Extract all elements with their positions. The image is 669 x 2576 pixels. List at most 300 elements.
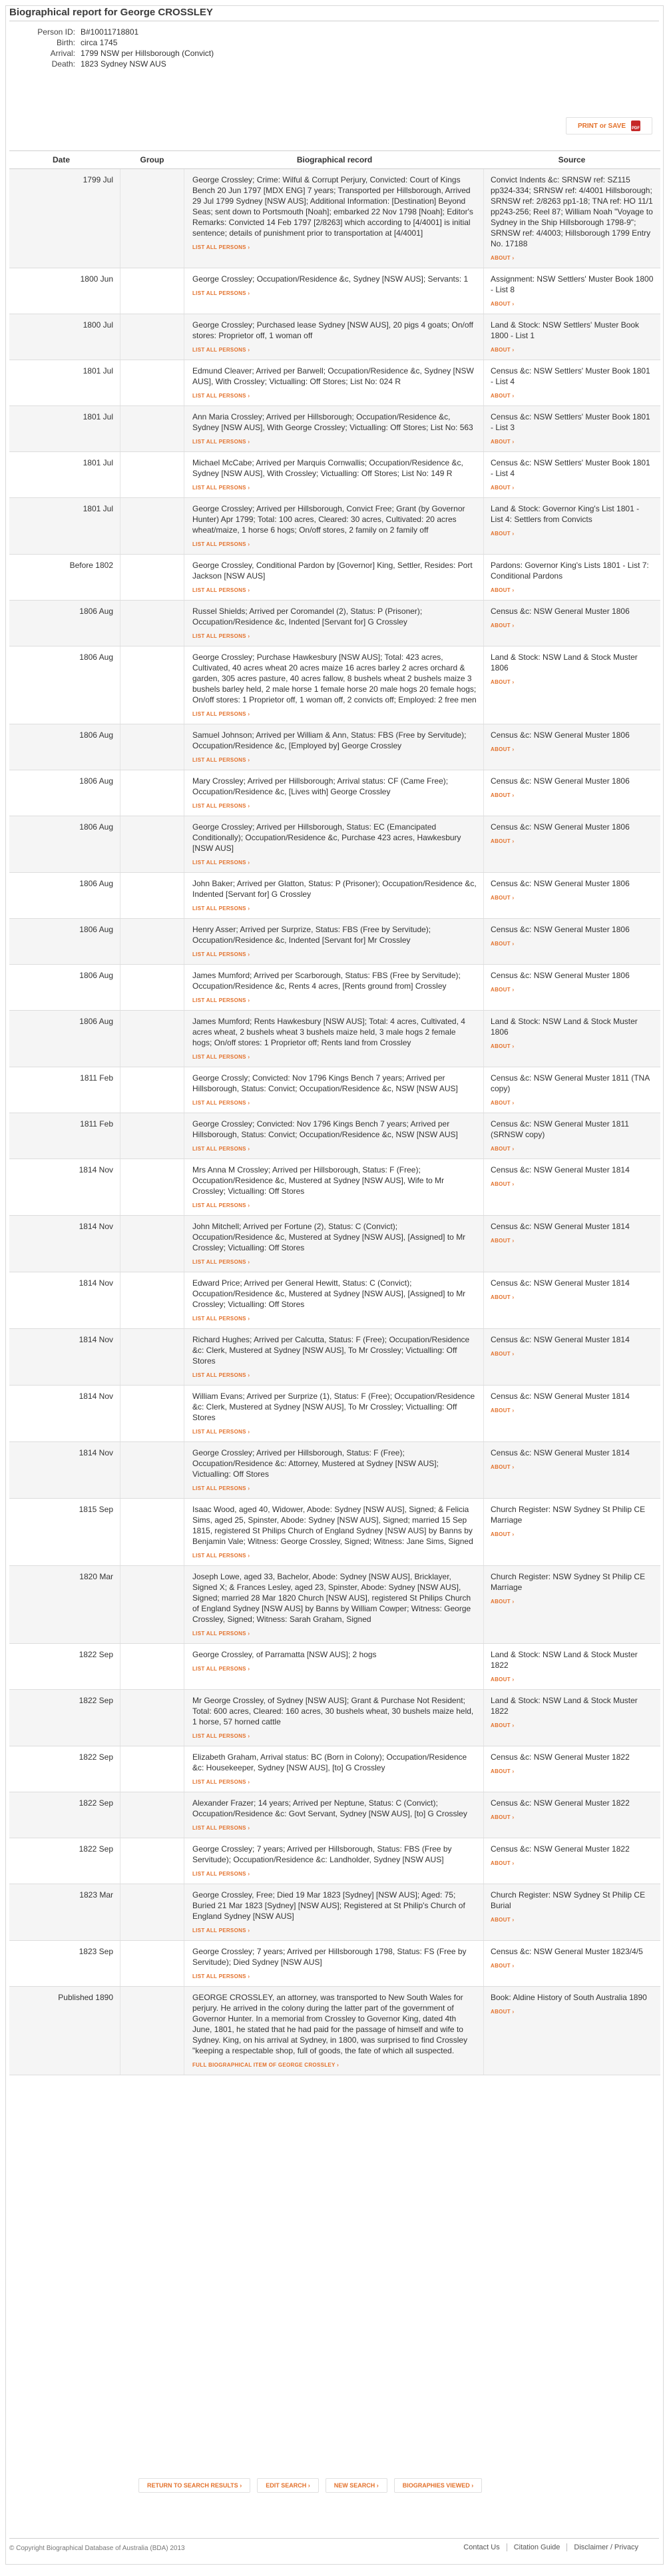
row-group: [120, 1272, 184, 1328]
list-all-persons-link[interactable]: [192, 539, 477, 550]
about-source-link[interactable]: [491, 1462, 654, 1473]
list-all-persons-link[interactable]: [192, 345, 477, 356]
person-info-row: [11, 37, 214, 48]
list-all-persons-link[interactable]: [192, 2060, 477, 2071]
about-source-link[interactable]: [491, 836, 654, 847]
about-source-link[interactable]: [491, 1812, 654, 1823]
row-record: [184, 498, 483, 554]
chevron-right-icon: ›: [246, 711, 250, 717]
table-row: [9, 1792, 660, 1838]
record-text: Edmund Cleaver; Arrived per Barwell; Occupation/Residence &c, Sydney [NSW AUS], With Crossley; Victualling: Off Stores; List No: 024 R: [192, 366, 474, 386]
row-group: [120, 1329, 184, 1385]
source-text: Census &c: NSW General Muster 1811 (TNA copy): [491, 1073, 650, 1093]
table-row: [9, 268, 660, 314]
row-record: [184, 646, 483, 724]
button-label: RETURN TO SEARCH RESULTS: [147, 2482, 238, 2489]
chevron-right-icon: ›: [510, 987, 515, 993]
about-source-link[interactable]: [491, 1674, 654, 1685]
record-text: George Crossley, of Parramatta [NSW AUS]; 2 hogs: [192, 1650, 377, 1659]
about-source-link[interactable]: [491, 529, 654, 539]
row-date: 1814 Nov: [79, 1165, 113, 1174]
row-record: [184, 1067, 483, 1113]
row-date: 1800 Jul: [83, 320, 113, 330]
row-source: [483, 1746, 660, 1792]
about-source-label: ABOUT: [491, 1963, 511, 1969]
list-all-persons-link[interactable]: [192, 1427, 477, 1437]
person-info-value: B#10011718801: [81, 27, 139, 37]
row-date: 1811 Feb: [80, 1073, 113, 1083]
row-source: [483, 1690, 660, 1746]
chevron-right-icon: ›: [238, 2482, 242, 2489]
chevron-right-icon: ›: [246, 1733, 250, 1739]
list-all-persons-link[interactable]: [192, 242, 477, 253]
about-source-label: ABOUT: [491, 838, 511, 844]
about-source-label: ABOUT: [491, 1860, 511, 1866]
row-date: 1814 Nov: [79, 1278, 113, 1288]
row-group: [120, 1159, 184, 1215]
row-date: 1823 Mar: [79, 1890, 113, 1900]
row-source: [483, 724, 660, 770]
chevron-right-icon: ›: [246, 860, 250, 866]
row-source: [483, 1329, 660, 1385]
list-all-persons-link[interactable]: [192, 1869, 477, 1880]
row-date: 1801 Jul: [83, 458, 113, 467]
header-source: Source: [558, 155, 586, 164]
about-source-link[interactable]: [491, 677, 654, 688]
chevron-right-icon: ›: [510, 1408, 515, 1414]
chevron-right-icon: ›: [510, 679, 515, 685]
list-all-persons-link[interactable]: [192, 995, 477, 1006]
row-record: [184, 1159, 483, 1215]
about-source-link[interactable]: [491, 939, 654, 949]
table-header: [9, 150, 660, 169]
row-date: 1806 Aug: [79, 822, 113, 832]
about-source-link[interactable]: [491, 437, 654, 447]
list-all-persons-link[interactable]: [192, 1098, 477, 1109]
table-row: [9, 1329, 660, 1386]
row-group: [120, 406, 184, 451]
table-row: [9, 919, 660, 965]
source-text: Census &c: NSW General Muster 1822: [491, 1752, 630, 1762]
list-all-persons-link[interactable]: [192, 903, 477, 914]
row-record: [184, 1566, 483, 1643]
list-all-persons-link[interactable]: [192, 1370, 477, 1381]
table-row: [9, 406, 660, 452]
chevron-right-icon: ›: [510, 1963, 515, 1969]
record-text: George Crossley, Free; Died 19 Mar 1823 [Sydney] [NSW AUS]; Aged: 75; Buried 21 Mar 1823 [Sydney] [NSW AUS]; Registered at St Philip's Church of England Sydney [NSW AUS]: [192, 1890, 465, 1921]
list-all-persons-link[interactable]: [192, 1200, 477, 1211]
table-row: [9, 1067, 660, 1113]
page-title: Biographical report for George CROSSLEY: [9, 7, 213, 18]
record-text: Joseph Lowe, aged 33, Bachelor, Abode: Sydney [NSW AUS], Bricklayer, Signed X; & Frances Lesley, aged 23, Spinster, Abode: Sydney [NSW AUS], Signed; married 28 Mar 1820 Church [NSW AUS], registered St Philips Church of England Sydney [NSW AUS] by Banns by William Cowper; Witness: George Crossley, Signed; Witness: Sarah Graham, Signed: [192, 1572, 471, 1624]
list-all-persons-link[interactable]: [192, 1551, 477, 1561]
source-text: Church Register: NSW Sydney St Philip CE Marriage: [491, 1505, 646, 1525]
row-source: [483, 646, 660, 724]
button-label: EDIT SEARCH: [266, 2482, 307, 2489]
chevron-right-icon: ›: [510, 1238, 515, 1244]
about-source-link[interactable]: [491, 1098, 654, 1109]
chevron-right-icon: ›: [246, 1871, 250, 1877]
list-all-persons-label: LIST ALL PERSONS: [192, 1202, 246, 1208]
about-source-label: ABOUT: [491, 393, 511, 399]
table-row: [9, 1941, 660, 1987]
about-source-link[interactable]: [491, 585, 654, 596]
about-source-label: ABOUT: [491, 746, 511, 752]
record-text: Russel Shields; Arrived per Coromandel (2), Status: P (Prisoner); Occupation/Residence &c, Indented [Servant for] G Crossley: [192, 607, 423, 627]
about-source-link[interactable]: [491, 621, 654, 631]
record-text: Michael McCabe; Arrived per Marquis Cornwallis; Occupation/Residence &c, Sydney [NSW AUS], With Crossley; Victualling: Off Stores; List No: 149 R: [192, 458, 463, 478]
about-source-link[interactable]: [491, 790, 654, 801]
chevron-right-icon: ›: [510, 746, 515, 752]
source-text: Census &c: NSW General Muster 1814: [491, 1392, 630, 1401]
contact-us-link[interactable]: Contact Us: [463, 2543, 500, 2551]
row-group: [120, 1746, 184, 1792]
source-text: Census &c: NSW General Muster 1814: [491, 1335, 630, 1344]
chevron-right-icon: ›: [510, 1351, 515, 1357]
row-group: [120, 724, 184, 770]
source-text: Census &c: NSW Settlers' Muster Book 1801 - List 4: [491, 458, 650, 478]
row-date: 1806 Aug: [79, 607, 113, 616]
list-all-persons-label: LIST ALL PERSONS: [192, 757, 246, 763]
about-source-link[interactable]: [491, 1766, 654, 1777]
row-date: 1822 Sep: [79, 1696, 113, 1705]
row-date: 1815 Sep: [79, 1505, 113, 1514]
row-date: 1799 Jul: [83, 175, 113, 184]
about-source-link[interactable]: [491, 1915, 654, 1926]
row-source: [483, 1838, 660, 1884]
row-record: [184, 816, 483, 872]
about-source-link[interactable]: [491, 483, 654, 493]
row-date: 1823 Sep: [79, 1947, 113, 1956]
row-source: [483, 1011, 660, 1067]
row-date: 1806 Aug: [79, 730, 113, 740]
row-date: 1806 Aug: [79, 652, 113, 662]
record-text: John Mitchell; Arrived per Fortune (2), Status: C (Convict); Occupation/Residence &c, Mustered at Sydney [NSW AUS], [Assigned] to Mr Crossley; Victualling: Off Stores: [192, 1222, 466, 1252]
about-source-label: ABOUT: [491, 301, 511, 307]
row-source: [483, 1113, 660, 1159]
chevron-right-icon: ›: [510, 1722, 515, 1728]
list-all-persons-label: LIST ALL PERSONS: [192, 711, 246, 717]
chevron-right-icon: ›: [246, 803, 250, 809]
chevron-right-icon: ›: [510, 347, 515, 353]
list-all-persons-label: LIST ALL PERSONS: [192, 1372, 246, 1378]
chevron-right-icon: ›: [246, 244, 250, 250]
new-search-button[interactable]: [326, 2478, 387, 2493]
chevron-right-icon: ›: [510, 941, 515, 947]
source-text: Census &c: NSW General Muster 1814: [491, 1278, 630, 1288]
list-all-persons-label: LIST ALL PERSONS: [192, 1146, 246, 1152]
list-all-persons-link[interactable]: [192, 437, 477, 447]
about-source-link[interactable]: [491, 893, 654, 903]
about-source-link[interactable]: [491, 1236, 654, 1246]
source-text: Church Register: NSW Sydney St Philip CE Burial: [491, 1890, 646, 1910]
source-text: Book: Aldine History of South Australia 1890: [491, 1993, 647, 2002]
table-row: [9, 360, 660, 406]
about-source-label: ABOUT: [491, 1238, 511, 1244]
row-group: [120, 1838, 184, 1884]
list-all-persons-label: LIST ALL PERSONS: [192, 1429, 246, 1435]
list-all-persons-label: LIST ALL PERSONS: [192, 997, 246, 1003]
row-record: [184, 1987, 483, 2075]
about-source-link[interactable]: [491, 1961, 654, 1971]
chevron-right-icon: ›: [246, 439, 250, 445]
about-source-link[interactable]: [491, 1597, 654, 1607]
chevron-right-icon: ›: [246, 1100, 250, 1106]
chevron-right-icon: ›: [246, 393, 250, 399]
source-text: Land & Stock: NSW Land & Stock Muster 1822: [491, 1696, 638, 1716]
list-all-persons-link[interactable]: [192, 1823, 477, 1834]
record-text: James Mumford; Rents Hawkesbury [NSW AUS]; Total: 4 acres, Cultivated, 4 acres wheat, 2 bushels wheat 3 bushels maize held, 3 male hogs 2 female hogs; On/off stores: 1 Proprietor off; Rents land from Crossley: [192, 1017, 465, 1047]
source-text: Census &c: NSW Settlers' Muster Book 1801 - List 3: [491, 412, 650, 432]
record-text: George Crossley; 7 years; Arrived per Hillsborough, Status: FBS (Free by Servitude); Occupation/Residence &c: Landholder, Sydney [NSW AUS]: [192, 1844, 452, 1864]
chevron-right-icon: ›: [510, 2009, 515, 2015]
person-info-label: Arrival:: [50, 49, 75, 58]
list-all-persons-link[interactable]: [192, 858, 477, 868]
list-all-persons-label: LIST ALL PERSONS: [192, 1553, 246, 1559]
list-all-persons-link[interactable]: [192, 1629, 477, 1639]
header-date: Date: [52, 155, 70, 164]
list-all-persons-link[interactable]: [192, 1777, 477, 1788]
list-all-persons-link[interactable]: [192, 1314, 477, 1324]
about-source-link[interactable]: [491, 1406, 654, 1416]
list-all-persons-label: LIST ALL PERSONS: [192, 860, 246, 866]
row-record: [184, 1690, 483, 1746]
row-source: [483, 816, 660, 872]
chevron-right-icon: ›: [246, 633, 250, 639]
source-text: Census &c: NSW General Muster 1806: [491, 879, 630, 888]
source-text: Census &c: NSW General Muster 1814: [491, 1222, 630, 1231]
table-row: [9, 169, 660, 268]
about-source-label: ABOUT: [491, 439, 511, 445]
table-row: [9, 1644, 660, 1690]
list-all-persons-link[interactable]: [192, 709, 477, 720]
about-source-link[interactable]: [491, 1720, 654, 1731]
button-label: BIOGRAPHIES VIEWED: [402, 2482, 470, 2489]
about-source-link[interactable]: [491, 391, 654, 401]
row-source: [483, 1644, 660, 1689]
list-all-persons-label: LIST ALL PERSONS: [192, 439, 246, 445]
list-all-persons-label: LIST ALL PERSONS: [192, 1733, 246, 1739]
list-all-persons-link[interactable]: [192, 1052, 477, 1063]
list-all-persons-link[interactable]: [192, 1926, 477, 1936]
row-record: [184, 1746, 483, 1792]
footer-links: [457, 2543, 645, 2551]
about-source-label: ABOUT: [491, 941, 511, 947]
about-source-link[interactable]: [491, 1041, 654, 1052]
list-all-persons-link[interactable]: [192, 631, 477, 642]
list-all-persons-link[interactable]: [192, 1144, 477, 1155]
about-source-label: ABOUT: [491, 1531, 511, 1537]
biographies-viewed-button[interactable]: [394, 2478, 483, 2493]
list-all-persons-link[interactable]: [192, 483, 477, 493]
row-source: [483, 1442, 660, 1498]
source-text: Pardons: Governor King's Lists 1801 - List 7: Conditional Pardons: [491, 561, 649, 581]
source-text: Assignment: NSW Settlers' Muster Book 1800 - List 8: [491, 274, 654, 294]
list-all-persons-link[interactable]: [192, 801, 477, 812]
about-source-label: ABOUT: [491, 1146, 511, 1152]
about-source-label: ABOUT: [491, 1100, 511, 1106]
source-text: Land & Stock: NSW Land & Stock Muster 1806: [491, 652, 638, 672]
record-text: George Crossley; Arrived per Hillsborough, Status: F (Free); Occupation/Residence &c: Attorney, Mustered at Sydney [NSW AUS]; Victualling: Off Stores: [192, 1448, 439, 1479]
list-all-persons-link[interactable]: [192, 1971, 477, 1982]
record-text: Samuel Johnson; Arrived per William & Ann, Status: FBS (Free by Servitude); Occupation/Residence &c, [Employed by] George Crossley: [192, 730, 467, 750]
list-all-persons-link[interactable]: [192, 949, 477, 960]
list-all-persons-link[interactable]: [192, 1483, 477, 1494]
row-group: [120, 1113, 184, 1159]
row-group: [120, 1216, 184, 1272]
citation-guide-link[interactable]: Citation Guide: [507, 2543, 567, 2551]
source-text: Census &c: NSW General Muster 1806: [491, 925, 630, 934]
table-row: [9, 1566, 660, 1644]
about-source-label: ABOUT: [491, 1294, 511, 1300]
row-date: 1806 Aug: [79, 925, 113, 934]
row-source: [483, 169, 660, 268]
source-text: Census &c: NSW General Muster 1806: [491, 730, 630, 740]
chevron-right-icon: ›: [510, 301, 515, 307]
chevron-right-icon: ›: [510, 1043, 515, 1049]
about-source-link[interactable]: [491, 299, 654, 310]
record-text: Alexander Frazer; 14 years; Arrived per Neptune, Status: C (Convict); Occupation/Residence &c: Govt Servant, Sydney [NSW AUS], [to] G Crossley: [192, 1798, 467, 1818]
about-source-link[interactable]: [491, 1349, 654, 1360]
print-save-button[interactable]: [566, 117, 652, 134]
about-source-label: ABOUT: [491, 485, 511, 491]
list-all-persons-label: LIST ALL PERSONS: [192, 1871, 246, 1877]
about-source-link[interactable]: [491, 744, 654, 755]
chevron-right-icon: ›: [510, 1599, 515, 1605]
source-text: Census &c: NSW General Muster 1822: [491, 1798, 630, 1808]
about-source-label: ABOUT: [491, 1043, 511, 1049]
row-record: [184, 406, 483, 451]
disclaimer-privacy-link[interactable]: Disclaimer / Privacy: [566, 2543, 645, 2551]
list-all-persons-label: LIST ALL PERSONS: [192, 1054, 246, 1060]
source-text: Census &c: NSW General Muster 1814: [491, 1165, 630, 1174]
row-source: [483, 965, 660, 1010]
about-source-link[interactable]: [491, 2007, 654, 2017]
row-record: [184, 1792, 483, 1838]
record-text: George Crossley; Occupation/Residence &c, Sydney [NSW AUS]; Servants: 1: [192, 274, 469, 284]
list-all-persons-link[interactable]: [192, 391, 477, 401]
row-source: [483, 601, 660, 646]
bottom-buttons: [138, 2478, 482, 2493]
chevron-right-icon: ›: [510, 1181, 515, 1187]
about-source-link[interactable]: [491, 1292, 654, 1303]
row-group: [120, 1690, 184, 1746]
list-all-persons-label: LIST ALL PERSONS: [192, 1928, 246, 1933]
about-source-link[interactable]: [491, 1144, 654, 1155]
about-source-link[interactable]: [491, 1529, 654, 1540]
row-date: 1801 Jul: [83, 412, 113, 421]
row-source: [483, 1884, 660, 1940]
row-date: 1822 Sep: [79, 1752, 113, 1762]
list-all-persons-link[interactable]: [192, 288, 477, 299]
chevron-right-icon: ›: [246, 757, 250, 763]
about-source-label: ABOUT: [491, 623, 511, 629]
chevron-right-icon: ›: [246, 1631, 250, 1637]
header-group: Group: [140, 155, 164, 164]
row-record: [184, 724, 483, 770]
return-to-search-results-button[interactable]: [138, 2478, 250, 2493]
source-text: Church Register: NSW Sydney St Philip CE Marriage: [491, 1572, 646, 1592]
table-row: [9, 1499, 660, 1566]
list-all-persons-label: LIST ALL PERSONS: [192, 1666, 246, 1672]
record-text: William Evans; Arrived per Surprize (1), Status: F (Free); Occupation/Residence &c: Clerk, Mustered at Sydney [NSW AUS], To Mr Crossley; Victualling: Off Stores: [192, 1392, 475, 1422]
person-info-value: circa 1745: [81, 38, 118, 47]
row-record: [184, 1941, 483, 1986]
chevron-right-icon: ›: [246, 1146, 250, 1152]
print-save-label: PRINT or SAVE: [577, 122, 626, 130]
chevron-right-icon: ›: [246, 997, 250, 1003]
row-date: 1806 Aug: [79, 1017, 113, 1026]
list-all-persons-label: LIST ALL PERSONS: [192, 541, 246, 547]
about-source-link[interactable]: [491, 345, 654, 356]
chevron-right-icon: ›: [246, 1666, 250, 1672]
table-row: [9, 816, 660, 873]
chevron-right-icon: ›: [510, 1768, 515, 1774]
list-all-persons-link[interactable]: [192, 1731, 477, 1742]
list-all-persons-label: LIST ALL PERSONS: [192, 1485, 246, 1491]
row-date: 1811 Feb: [80, 1119, 113, 1129]
about-source-label: ABOUT: [491, 1181, 511, 1187]
list-all-persons-label: LIST ALL PERSONS: [192, 951, 246, 957]
list-all-persons-link[interactable]: [192, 755, 477, 766]
list-all-persons-label: LIST ALL PERSONS: [192, 633, 246, 639]
row-group: [120, 1442, 184, 1498]
source-text: Census &c: NSW General Muster 1806: [491, 971, 630, 980]
row-record: [184, 770, 483, 816]
source-text: Land & Stock: NSW Settlers' Muster Book 1800 - List 1: [491, 320, 640, 340]
about-source-link[interactable]: [491, 985, 654, 995]
row-record: [184, 452, 483, 497]
row-date: 1814 Nov: [79, 1222, 113, 1231]
row-date: 1822 Sep: [79, 1650, 113, 1659]
chevron-right-icon: ›: [246, 1553, 250, 1559]
about-source-link[interactable]: [491, 253, 654, 264]
about-source-label: ABOUT: [491, 792, 511, 798]
list-all-persons-label: FULL BIOGRAPHICAL ITEM OF GEORGE CROSSLEY: [192, 2062, 335, 2068]
row-record: [184, 314, 483, 360]
source-text: Census &c: NSW Settlers' Muster Book 1801 - List 4: [491, 366, 650, 386]
row-record: [184, 1011, 483, 1067]
source-text: Census &c: NSW General Muster 1811 (SRNSW copy): [491, 1119, 629, 1139]
record-text: Edward Price; Arrived per General Hewitt, Status: C (Convict); Occupation/Residence &c, Mustered at Sydney [NSW AUS], [Assigned] to Mr Crossley; Victualling: Off Stores: [192, 1278, 466, 1309]
chevron-right-icon: ›: [246, 1259, 250, 1265]
row-record: [184, 1884, 483, 1940]
row-date: Before 1802: [69, 561, 113, 570]
header-record: Biographical record: [296, 155, 373, 164]
row-group: [120, 314, 184, 360]
source-text: Census &c: NSW General Muster 1806: [491, 822, 630, 832]
chevron-right-icon: ›: [246, 1779, 250, 1785]
record-text: George Crossley; Purchased lease Sydney [NSW AUS], 20 pigs 4 goats; On/off stores: Proprietor off, 1 woman off: [192, 320, 473, 340]
row-record: [184, 1644, 483, 1689]
about-source-label: ABOUT: [491, 1814, 511, 1820]
chevron-right-icon: ›: [510, 393, 515, 399]
list-all-persons-link[interactable]: [192, 585, 477, 596]
chevron-right-icon: ›: [246, 1316, 250, 1322]
about-source-link[interactable]: [491, 1179, 654, 1190]
chevron-right-icon: ›: [510, 792, 515, 798]
list-all-persons-link[interactable]: [192, 1664, 477, 1674]
row-group: [120, 816, 184, 872]
about-source-label: ABOUT: [491, 987, 511, 993]
edit-search-button[interactable]: [257, 2478, 319, 2493]
chevron-right-icon: ›: [510, 1294, 515, 1300]
list-all-persons-link[interactable]: [192, 1257, 477, 1268]
chevron-right-icon: ›: [469, 2482, 474, 2489]
about-source-label: ABOUT: [491, 1464, 511, 1470]
about-source-link[interactable]: [491, 1858, 654, 1869]
row-group: [120, 965, 184, 1010]
